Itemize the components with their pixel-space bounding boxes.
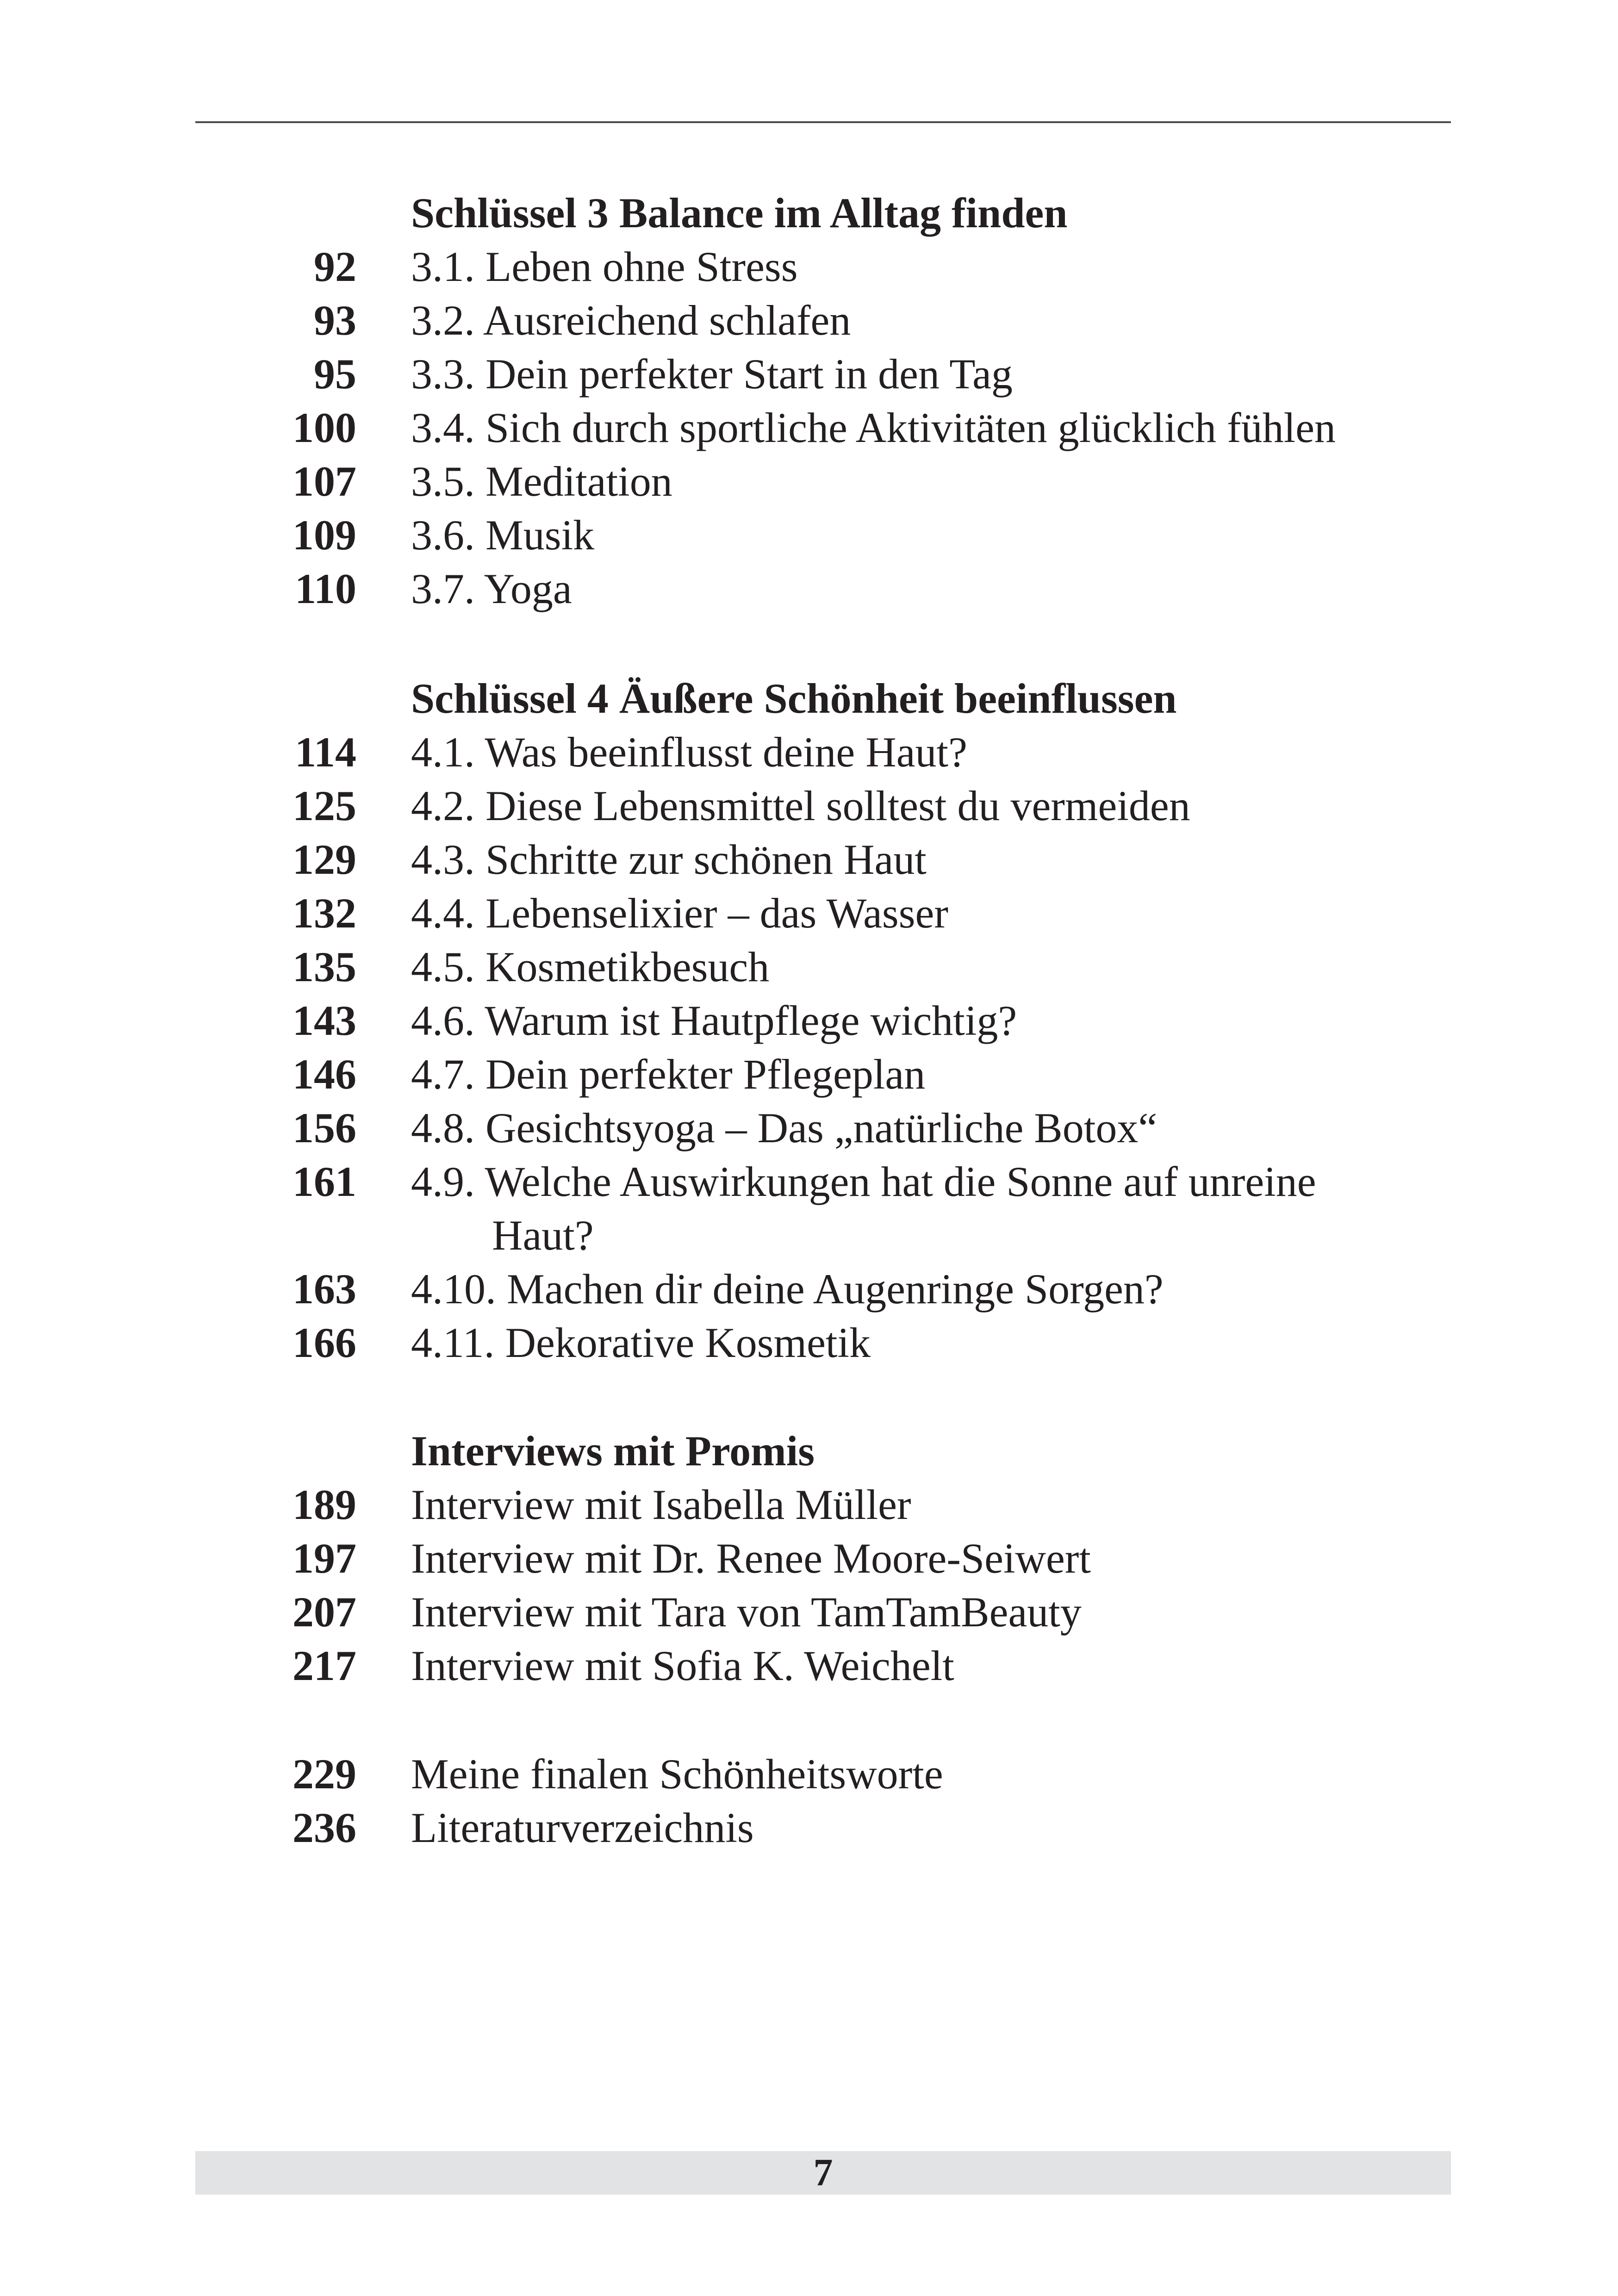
entry-page-number: 109 [292, 511, 356, 559]
toc-entry-continuation[interactable] [0, 1208, 1618, 1262]
entry-page-number: 161 [292, 1158, 356, 1205]
entry-title: 4.5. Kosmetikbesuch [411, 943, 770, 990]
entry-title-continuation: Haut? [492, 1212, 594, 1259]
entry-title: 4.2. Diese Lebensmittel solltest du vermeiden [411, 782, 1190, 829]
entry-page-number: 197 [292, 1535, 356, 1582]
entry-title: 4.11. Dekorative Kosmetik [411, 1319, 871, 1366]
toc-entry[interactable] [0, 1101, 1618, 1155]
entry-page-number: 110 [295, 565, 356, 612]
toc-entry[interactable] [0, 1155, 1618, 1208]
entry-page-number: 217 [292, 1642, 356, 1689]
entry-title: 4.10. Machen dir deine Augenringe Sorgen? [411, 1265, 1164, 1313]
entry-page-number: 229 [292, 1750, 356, 1798]
entry-page-number: 107 [292, 458, 356, 505]
section-heading-row [0, 672, 1618, 725]
toc-entry[interactable] [0, 454, 1618, 508]
entry-title: 4.3. Schritte zur schönen Haut [411, 836, 927, 883]
entry-title: Interview mit Dr. Renee Moore-Seiwert [411, 1535, 1091, 1582]
toc-entry[interactable] [0, 508, 1618, 562]
entry-title: 3.5. Meditation [411, 458, 672, 505]
toc-entry[interactable] [0, 779, 1618, 833]
page-number: 7 [813, 2151, 833, 2194]
entry-page-number: 207 [292, 1588, 356, 1636]
toc-entry[interactable] [0, 1262, 1618, 1316]
entry-page-number: 100 [292, 404, 356, 451]
entry-title: 3.3. Dein perfekter Start in den Tag [411, 350, 1013, 398]
section-heading-row [0, 186, 1618, 240]
toc-entry[interactable] [0, 1639, 1618, 1692]
entry-title: 3.1. Leben ohne Stress [411, 243, 798, 290]
entry-page-number: 132 [292, 890, 356, 937]
toc-entry[interactable] [0, 240, 1618, 293]
toc-entry[interactable] [0, 1047, 1618, 1101]
entry-title: 4.1. Was beeinflusst deine Haut? [411, 728, 967, 776]
toc-entry[interactable] [0, 293, 1618, 347]
entry-page-number: 236 [292, 1804, 356, 1851]
toc-entry[interactable] [0, 1478, 1618, 1531]
toc-entry[interactable] [0, 886, 1618, 940]
toc-entry[interactable] [0, 562, 1618, 616]
entry-page-number: 95 [314, 350, 356, 398]
entry-page-number: 166 [292, 1319, 356, 1366]
entry-page-number: 92 [314, 243, 356, 290]
section-heading: Schlüssel 4 Äußere Schönheit beeinflussen [411, 675, 1177, 722]
toc-entry[interactable] [0, 940, 1618, 994]
entry-title: 4.8. Gesichtsyoga – Das „natürliche Botox“ [411, 1104, 1157, 1151]
toc-entry[interactable] [0, 347, 1618, 401]
entry-title: 3.6. Musik [411, 511, 595, 559]
footer-band [195, 2151, 1451, 2195]
section-heading: Interviews mit Promis [411, 1427, 815, 1475]
entry-title: 3.7. Yoga [411, 565, 572, 612]
entry-page-number: 189 [292, 1481, 356, 1528]
toc-entry[interactable] [0, 1531, 1618, 1585]
section-heading: Schlüssel 3 Balance im Alltag finden [411, 189, 1068, 236]
entry-title: 4.9. Welche Auswirkungen hat die Sonne auf unreine [411, 1158, 1316, 1205]
entry-title: 4.7. Dein perfekter Pflegeplan [411, 1051, 926, 1098]
entry-title: Meine finalen Schönheitsworte [411, 1750, 943, 1798]
entry-page-number: 129 [292, 836, 356, 883]
toc-entry[interactable] [0, 833, 1618, 886]
entry-title: 4.6. Warum ist Hautpflege wichtig? [411, 997, 1017, 1044]
entry-page-number: 146 [292, 1051, 356, 1098]
entry-page-number: 163 [292, 1265, 356, 1313]
header-rule [195, 121, 1451, 123]
entry-page-number: 156 [292, 1104, 356, 1151]
entry-title: Literaturverzeichnis [411, 1804, 754, 1851]
entry-page-number: 93 [314, 297, 356, 344]
section-heading-row [0, 1424, 1618, 1478]
entry-title: 4.4. Lebenselixier – das Wasser [411, 890, 949, 937]
toc-entry[interactable] [0, 1316, 1618, 1369]
entry-page-number: 135 [292, 943, 356, 990]
toc-entry[interactable] [0, 1585, 1618, 1639]
entry-title: Interview mit Sofia K. Weichelt [411, 1642, 954, 1689]
entry-page-number: 114 [295, 728, 356, 776]
toc-entry[interactable] [0, 994, 1618, 1047]
entry-title: Interview mit Isabella Müller [411, 1481, 911, 1528]
toc-entry[interactable] [0, 725, 1618, 779]
entry-page-number: 125 [292, 782, 356, 829]
entry-title: 3.2. Ausreichend schlafen [411, 297, 851, 344]
entry-title: 3.4. Sich durch sportliche Aktivitäten glücklich fühlen [411, 404, 1336, 451]
entry-page-number: 143 [292, 997, 356, 1044]
toc-entry[interactable] [0, 1747, 1618, 1801]
toc-entry[interactable] [0, 1801, 1618, 1854]
toc-entry[interactable] [0, 401, 1618, 454]
entry-title: Interview mit Tara von TamTamBeauty [411, 1588, 1082, 1636]
